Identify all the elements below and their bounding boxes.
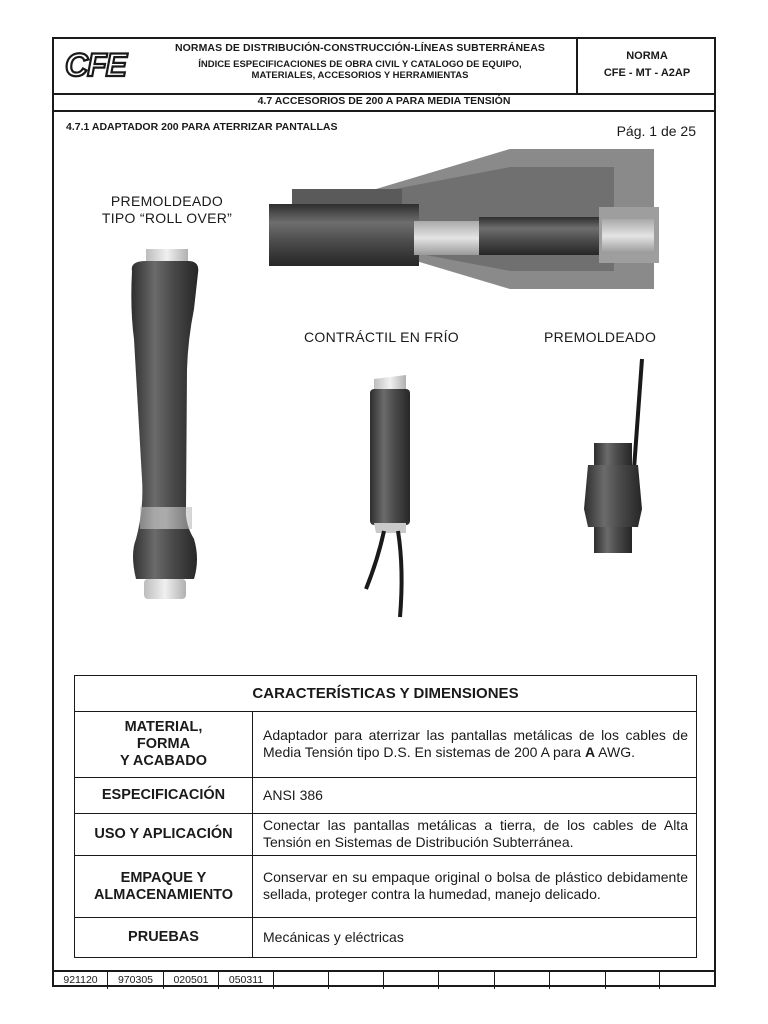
label-cold-shrink: CONTRÁCTIL EN FRÍO bbox=[304, 329, 459, 345]
row-value-material-text: Adaptador para aterrizar las pantallas metálicas de los cables de Media Tensión tipo D.S. En sistemas de 200 A para bbox=[263, 727, 688, 760]
table-row bbox=[75, 712, 697, 778]
footer-cell bbox=[495, 972, 550, 989]
footer-cell bbox=[439, 972, 495, 989]
row-value-material-bold: A bbox=[584, 744, 596, 760]
revision-footer bbox=[54, 970, 714, 989]
footer-cell bbox=[660, 972, 714, 989]
table-row bbox=[75, 856, 697, 918]
cold-shrink-figure bbox=[366, 375, 410, 617]
premolded-figure bbox=[584, 359, 642, 553]
row-key-material-2: FORMA bbox=[136, 736, 191, 752]
logo-text: CFE bbox=[65, 47, 126, 83]
footer-cell bbox=[384, 972, 439, 989]
subsection-title: 4.7.1 ADAPTADOR 200 PARA ATERRIZAR PANTALLAS bbox=[66, 121, 338, 133]
table-row bbox=[75, 918, 697, 958]
row-value-especificacion: ANSI 386 bbox=[253, 778, 697, 814]
footer-cell: 970305 bbox=[108, 972, 164, 989]
footer-cell: 921120 bbox=[54, 972, 108, 989]
header-line-1: NORMAS DE DISTRIBUCIÓN-CONSTRUCCIÓN-LÍNEAS SUBTERRÁNEAS bbox=[174, 42, 546, 54]
header-line-2b: MATERIALES, ACCESORIOS Y HERRAMIENTAS bbox=[251, 70, 469, 81]
rollover-adapter-figure bbox=[131, 249, 198, 599]
label-premolded: PREMOLDEADO bbox=[544, 329, 657, 345]
page-frame bbox=[52, 37, 716, 987]
row-key-material-1: MATERIAL, bbox=[124, 719, 203, 735]
table-row bbox=[75, 814, 697, 856]
row-value-uso: Conectar las pantallas metálicas a tierra, de los cables de Alta Tensión en Sistemas de Distribución Subterránea. bbox=[253, 814, 697, 856]
row-key-empaque-2: ALMACENAMIENTO bbox=[93, 886, 234, 903]
norma-code: CFE - MT - A2AP bbox=[603, 67, 691, 79]
specs-table bbox=[74, 675, 697, 958]
label-rollover-2: TIPO “ROLL OVER” bbox=[101, 210, 233, 226]
row-key-material bbox=[75, 712, 253, 778]
row-value-material-end: AWG. bbox=[595, 744, 635, 760]
product-illustrations bbox=[54, 39, 714, 639]
row-key-uso: USO Y APLICACIÓN bbox=[75, 814, 253, 856]
row-key-especificacion: ESPECIFICACIÓN bbox=[75, 778, 253, 814]
header-line-2a: ÍNDICE ESPECIFICACIONES DE OBRA CIVIL Y CATALOGO DE EQUIPO, bbox=[198, 59, 522, 70]
table-row bbox=[75, 778, 697, 814]
footer-cell bbox=[606, 972, 660, 989]
norma-label: NORMA bbox=[626, 50, 668, 62]
row-value-pruebas: Mecánicas y eléctricas bbox=[253, 918, 697, 958]
footer-cell: 020501 bbox=[164, 972, 219, 989]
row-value-empaque: Conservar en su empaque original o bolsa de plástico debidamente sellada, proteger contra la humedad, manejo delicado. bbox=[253, 856, 697, 918]
cutaway-connector-figure bbox=[269, 149, 659, 289]
row-key-material-3: Y ACABADO bbox=[119, 753, 207, 769]
footer-cell bbox=[329, 972, 384, 989]
row-key-empaque-1: EMPAQUE Y bbox=[120, 869, 207, 886]
footer-cell: 050311 bbox=[219, 972, 274, 989]
footer-cell bbox=[550, 972, 606, 989]
row-value-material bbox=[253, 712, 697, 778]
section-title: 4.7 ACCESORIOS DE 200 A PARA MEDIA TENSIÓN bbox=[54, 93, 714, 112]
table-title: CARACTERÍSTICAS Y DIMENSIONES bbox=[75, 676, 697, 712]
label-rollover-1: PREMOLDEADO bbox=[110, 193, 224, 209]
row-key-empaque bbox=[75, 856, 253, 918]
page-indicator: Pág. 1 de 25 bbox=[616, 123, 696, 139]
row-key-pruebas: PRUEBAS bbox=[75, 918, 253, 958]
footer-cell bbox=[274, 972, 329, 989]
